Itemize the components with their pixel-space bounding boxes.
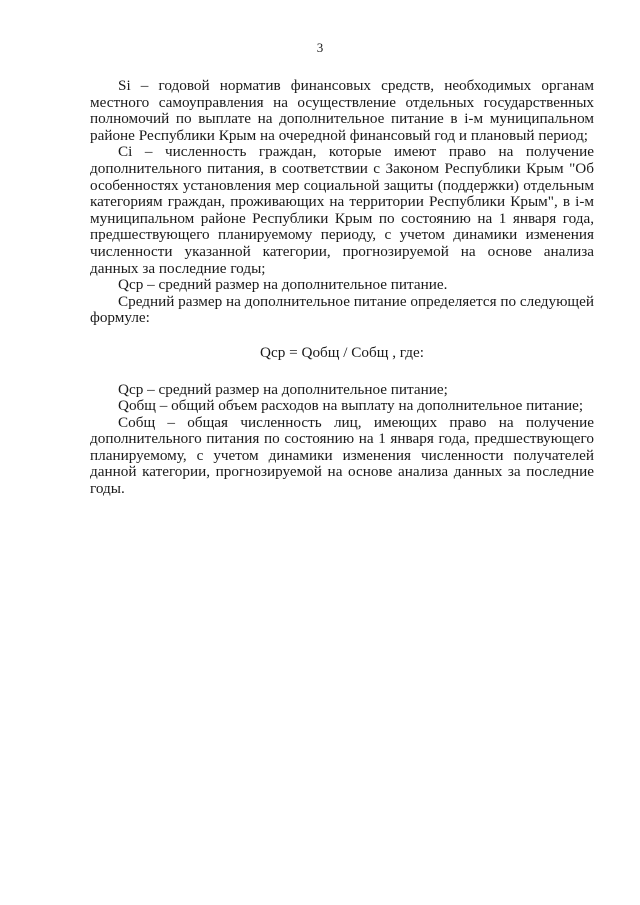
paragraph-formula-intro: Средний размер на дополнительное питание определяется по следующей формуле:	[90, 292, 594, 327]
paragraph-qobsch-term: Qобщ – общий объем расходов на выплату на дополнительное питание;	[118, 397, 584, 415]
document-body	[90, 78, 594, 498]
paragraph-qsr-term: Qср – средний размер на дополнительное питание;	[118, 380, 448, 398]
paragraph-cobsch-term: Cобщ – общая численность лиц, имеющих право на получение дополнительного питания по состоянию на 1 января года, предшествующего планируемому, с учетом динамики изменения численности получателей данной категории, прогнозируемой на основе анализа данных за последние годы.	[90, 413, 594, 498]
page-number: 3	[316, 40, 324, 55]
paragraph-si-definition: Si – годовой норматив финансовых средств, необходимых органам местного самоуправления на осуществление отдельных государственных полномочий по выплате на дополнительное питание в i-м муниципальном районе Республики Крым на очередной финансовый год и плановый период;	[90, 77, 594, 144]
formula: Qср = Qобщ / Cобщ , где:	[260, 343, 424, 361]
paragraph-ci-definition: Ci – численность граждан, которые имеют право на получение дополнительного питания, в соответствии с Законом Республики Крым "Об особенностях установления мер социальной защиты (поддержки) отдельным категориям граждан, проживающих на территории Республики Крым", в i-м муниципальном районе Республики Крым по состоянию на 1 января года, предшествующего планируемому периоду, с учетом динамики изменения численности указанной категории, прогнозируемой на основе анализа данных за последние годы;	[90, 143, 594, 277]
paragraph-qsr-definition: Qср – средний размер на дополнительное питание.	[118, 276, 448, 294]
